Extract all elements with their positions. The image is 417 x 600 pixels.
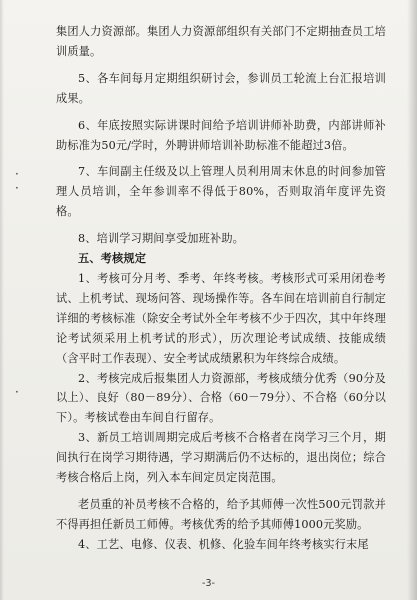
paragraph-p7: 1、考核可分月考、季考、年终考核。考核形式可采用闭卷考试、上机考试、现场问答、现场操作等。各车间在培训前自行制定详细的考核标准（除安全考试外全年考核不少于四次，其中年终理论考试须采用上机考试的形式），历次理论考试成绩、技能成绩（含平时工作表现）、安全考试成绩累积为年终综合成绩。	[56, 271, 386, 365]
scan-left-edge	[0, 0, 4, 600]
paragraph-p5: 8、培训学习期间享受加班补助。	[78, 232, 244, 246]
paragraph-p2: 5、各车间每月定期组织研讨会，参训员工轮流上台汇报培训成果。	[56, 71, 386, 105]
margin-mark: ·	[15, 385, 19, 399]
page-number: -3-	[202, 578, 215, 589]
paragraph-p8: 2、考核完成后报集团人力资源部，考核成绩分优秀（90分及以上）、良好（80－89分）、合格（60－79分）、不合格（60分以下）。考核试卷由车间自行留存。	[56, 371, 386, 425]
document-body	[56, 22, 386, 555]
paragraph-p10: 老员重的补员考核不合格的，给予其师傅一次性500元罚款并不得再担任新员工师傅。考核优秀的给予其师傅1000元奖励。	[56, 497, 386, 531]
scan-edge-shadow	[407, 0, 417, 600]
paragraph-p9: 3、新员工培训周期完成后考核不合格者在岗学习三个月，期间执行在岗学习期待遇，学习期满后仍不达标的，退出岗位；综合考核合格后上岗，列入本车间定员定岗范围。	[56, 431, 386, 485]
margin-mark: ·	[15, 181, 19, 195]
paragraph-p3: 6、年底按照实际讲课时间给予培训讲师补助费，内部讲师补助标准为50元/学时，外聘讲师培训补助标准不能超过3倍。	[56, 118, 386, 152]
paragraph-p4: 7、车间副主任级及以上管理人员利用周末休息的时间参加管理人员培训，全年参训率不得低于80%，否则取消年度评先资格。	[56, 165, 386, 219]
section-heading: 五、考核规定	[78, 251, 147, 266]
paragraph-p1: 集团人力资源部。集团人力资源部组织有关部门不定期抽查员工培训质量。	[56, 25, 386, 58]
margin-mark: ·	[15, 167, 19, 181]
paragraph-p11: 4、工艺、电修、仪表、机修、化验车间年终考核实行末尾	[78, 537, 369, 551]
